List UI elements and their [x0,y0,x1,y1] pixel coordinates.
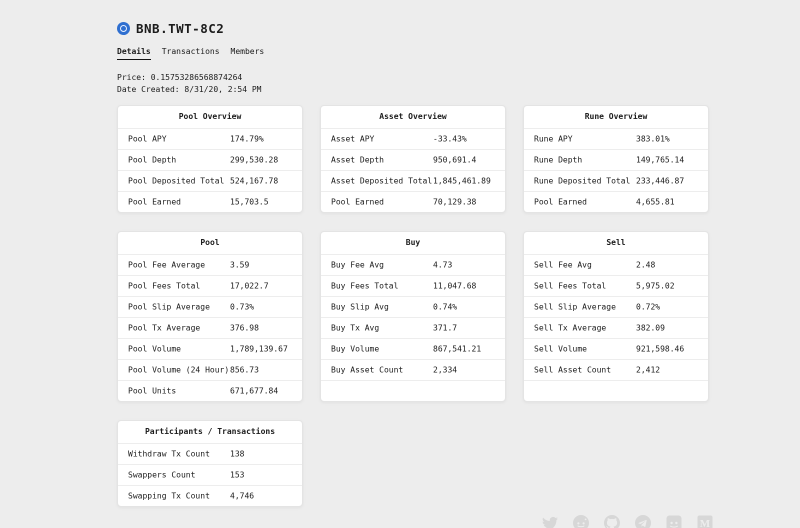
table-row [321,338,505,359]
card-title: Buy [405,238,421,247]
stat-value: 921,598.46 [636,344,685,354]
stat-label: Swapping Tx Count [128,491,210,501]
stat-label: Asset APY [331,134,375,144]
tab-transactions[interactable]: Transactions [161,47,220,56]
stat-label: Buy Fee Avg [331,260,384,270]
table-row [118,254,302,275]
price-line: Price: 0.15753286568874264 [117,73,243,82]
stat-label: Sell Slip Average [534,302,616,312]
table-row [321,275,505,296]
card-pool [117,231,303,402]
stat-value: 0.74% [433,302,458,312]
svg-text:M: M [699,518,711,528]
tab-bar [117,47,709,60]
stat-value: 2,334 [433,365,458,375]
stat-value: 856.73 [230,365,259,375]
table-row [524,170,708,191]
stat-value: 867,541.21 [433,344,482,354]
stat-label: Pool Volume [128,344,181,354]
card-title: Pool Overview [178,112,242,121]
cards-row-activity [117,231,709,402]
stat-value: 524,167.78 [230,176,279,186]
table-row [118,149,302,170]
table-row [524,296,708,317]
stat-label: Buy Volume [331,344,380,354]
table-row [118,380,302,401]
cards-row-overview [117,105,709,213]
stat-label: Buy Slip Avg [331,302,389,312]
empty-row [524,380,708,401]
stat-label: Pool Tx Average [128,323,201,333]
tab-members[interactable]: Members [230,47,265,56]
stat-label: Buy Tx Avg [331,323,380,333]
stat-label: Rune Deposited Total [534,176,631,186]
card-buy [320,231,506,402]
date-created-line: Date Created: 8/31/20, 2:54 PM [117,85,262,94]
stat-value: 149,765.14 [636,155,685,165]
table-row [321,128,505,149]
reddit-icon[interactable] [573,515,589,528]
stat-value: 671,677.84 [230,386,279,396]
stat-value: 371.7 [433,323,458,333]
stat-value: 17,022.7 [230,281,269,291]
stat-label: Pool Depth [128,155,177,165]
stat-label: Withdraw Tx Count [128,449,210,459]
card-title: Pool [200,238,220,247]
card-participants-transactions [117,420,303,507]
table-row [321,359,505,380]
stat-value: 382.09 [636,323,665,333]
table-row [118,128,302,149]
stat-value: -33.43% [433,134,467,144]
twitter-icon[interactable] [542,515,558,528]
stat-label: Asset Depth [331,155,384,165]
token-logo-icon [117,22,130,35]
table-row [118,317,302,338]
page-header [117,21,709,36]
card-pool-overview [117,105,303,213]
table-row [118,275,302,296]
stat-label: Pool Deposited Total [128,176,225,186]
table-row [321,296,505,317]
stat-value: 138 [230,449,245,459]
table-row [524,128,708,149]
stat-value: 153 [230,470,245,480]
table-row [524,149,708,170]
table-row [524,254,708,275]
stat-value: 11,047.68 [433,281,477,291]
stat-label: Rune APY [534,134,573,144]
stat-label: Buy Fees Total [331,281,399,291]
table-row [321,191,505,212]
telegram-icon[interactable] [635,515,651,528]
stat-value: 1,789,139.67 [230,344,288,354]
card-asset-overview [320,105,506,213]
stat-label: Pool Earned [534,197,587,207]
table-row [524,317,708,338]
table-row [321,149,505,170]
stat-value: 233,446.87 [636,176,685,186]
tab-details[interactable]: Details [117,47,151,60]
stat-label: Pool Volume (24 Hour) [128,365,230,375]
stat-value: 15,703.5 [230,197,269,207]
stat-label: Pool Fees Total [128,281,201,291]
stat-label: Pool Fee Average [128,260,206,270]
footer-social-links [542,515,713,528]
table-row [524,191,708,212]
stat-value: 4,746 [230,491,255,501]
stat-value: 1,845,461.89 [433,176,491,186]
stat-label: Sell Volume [534,344,587,354]
stat-label: Sell Fee Avg [534,260,592,270]
empty-row [321,380,505,401]
stat-label: Buy Asset Count [331,365,404,375]
medium-icon[interactable] [697,515,713,528]
table-row [118,443,302,464]
stat-value: 383.01% [636,134,670,144]
stat-value: 4.73 [433,260,453,270]
table-row [524,359,708,380]
stat-value: 174.79% [230,134,264,144]
table-row [524,338,708,359]
stat-value: 0.73% [230,302,255,312]
github-icon[interactable] [604,515,620,528]
stat-value: 3.59 [230,260,250,270]
page-content [117,21,709,507]
table-row [118,170,302,191]
stat-value: 299,530.28 [230,155,279,165]
card-title: Participants / Transactions [144,427,276,436]
stat-value: 4,655.81 [636,197,675,207]
table-row [321,254,505,275]
stat-value: 376.98 [230,323,259,333]
table-row [524,275,708,296]
stat-value: 0.72% [636,302,661,312]
stat-label: Sell Tx Average [534,323,607,333]
stat-label: Pool APY [128,134,167,144]
stat-label: Pool Earned [331,197,384,207]
table-row [321,170,505,191]
stat-label: Asset Deposited Total [331,176,433,186]
stat-label: Sell Fees Total [534,281,607,291]
table-row [118,485,302,506]
card-rune-overview [523,105,709,213]
stat-value: 2,412 [636,365,661,375]
stat-label: Pool Slip Average [128,302,210,312]
card-title: Sell [606,238,626,247]
stat-label: Pool Earned [128,197,181,207]
table-row [118,338,302,359]
stat-label: Sell Asset Count [534,365,612,375]
stat-value: 5,975.02 [636,281,675,291]
table-row [118,359,302,380]
stat-label: Rune Depth [534,155,583,165]
discord-icon[interactable] [666,515,682,528]
table-row [118,191,302,212]
card-title: Asset Overview [379,112,447,121]
table-row [118,296,302,317]
stat-value: 2.48 [636,260,656,270]
card-title: Rune Overview [584,112,648,121]
stat-value: 70,129.38 [433,197,477,207]
pool-meta [117,72,709,96]
card-sell [523,231,709,402]
page-title: BNB.TWT-8C2 [136,21,225,36]
stat-value: 950,691.4 [433,155,477,165]
table-row [321,317,505,338]
stat-label: Pool Units [128,386,177,396]
cards-row-participants [117,420,709,507]
stat-label: Swappers Count [128,470,196,480]
table-row [118,464,302,485]
